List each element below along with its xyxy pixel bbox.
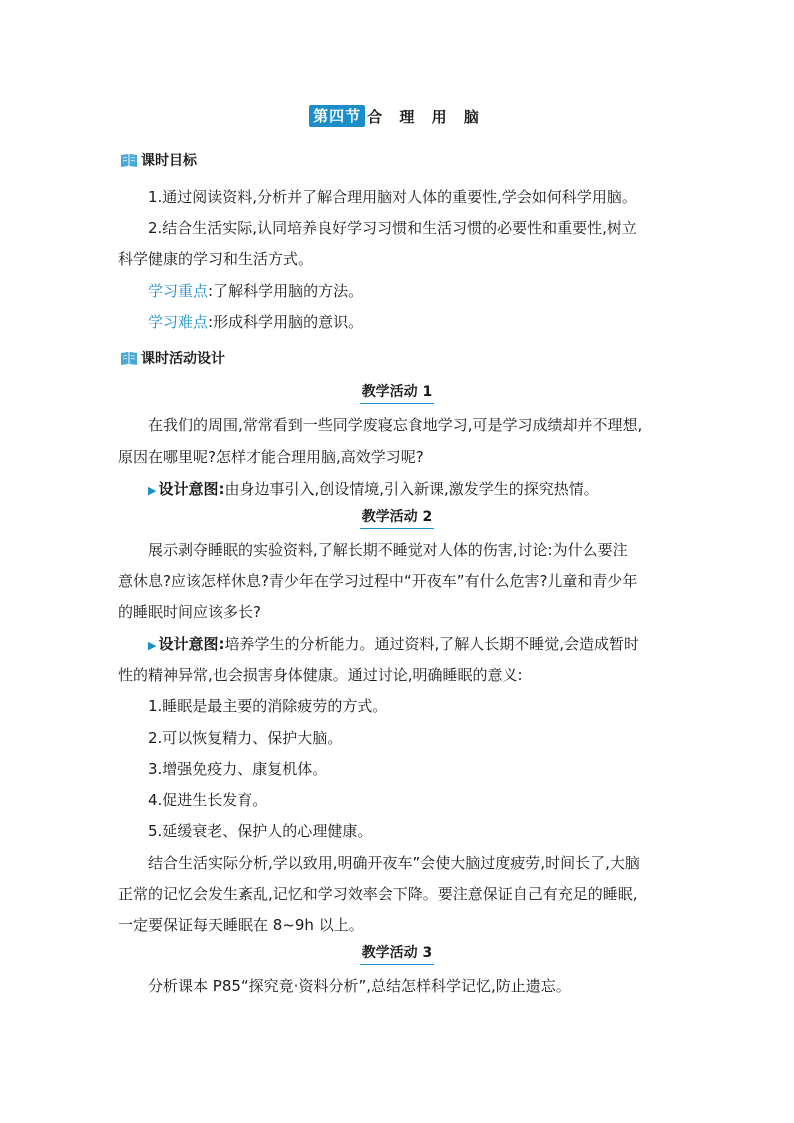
- sleep-point: 4.促进生长发育。: [148, 791, 268, 809]
- triangle-arrow-icon: ▶: [148, 484, 157, 497]
- activity-2-line: 意休息?应该怎样休息?青少年在学习过程中“开夜车”有什么危害?儿童和青少年: [118, 572, 638, 590]
- activity-2-line: 展示剥夺睡眠的实验资料,了解长期不睡觉对人体的伤害,讨论:为什么要注: [148, 541, 628, 559]
- activity-2-conclusion: 正常的记忆会发生紊乱,记忆和学习效率会下降。要注意保证自己有充足的睡眠,: [118, 885, 638, 903]
- activity-2-title: [0, 506, 794, 529]
- book-icon: [120, 350, 138, 366]
- activity-2-title-text: 教学活动 2: [360, 506, 435, 529]
- activity-1-line: 原因在哪里呢?怎样才能合理用脑,高效学习呢?: [118, 448, 424, 466]
- book-icon: [120, 152, 138, 168]
- intent-text: 由身边事引入,创设情境,引入新课,激发学生的探究热情。: [224, 480, 599, 498]
- activity-2-intent-cont: 性的精神异常,也会损害身体健康。通过讨论,明确睡眠的意义:: [118, 666, 523, 684]
- design-heading-text: 课时活动设计: [141, 351, 225, 367]
- activity-1-title: [0, 381, 794, 404]
- sleep-point: 1.睡眠是最主要的消除疲劳的方式。: [148, 697, 388, 715]
- activity-2-line: 的睡眠时间应该多长?: [118, 603, 261, 621]
- intent-label: 设计意图:: [158, 480, 225, 498]
- activity-2-conclusion: 结合生活实际分析,学以致用,明确开夜车”会使大脑过度疲劳,时间长了,大脑: [148, 854, 640, 872]
- section-title: 合 理 用 脑: [367, 107, 485, 126]
- objectives-heading-text: 课时目标: [141, 153, 197, 169]
- activity-2-intent: [148, 633, 708, 654]
- objective-item: 科学健康的学习和生活方式。: [118, 250, 314, 268]
- activity-2-conclusion: 一定要保证每天睡眠在 8~9h 以上。: [118, 916, 364, 934]
- key-point: [148, 280, 708, 301]
- design-heading: [120, 348, 225, 368]
- activity-1-line: 在我们的周围,常常看到一些同学废寝忘食地学习,可是学习成绩却并不理想,: [148, 416, 643, 434]
- triangle-arrow-icon: ▶: [148, 639, 157, 652]
- activity-1-title-text: 教学活动 1: [360, 381, 435, 404]
- activity-3-title-text: 教学活动 3: [360, 942, 435, 965]
- objective-item: 1.通过阅读资料,分析并了解合理用脑对人体的重要性,学会如何科学用脑。: [148, 188, 637, 206]
- objectives-heading: [120, 150, 197, 170]
- intent-label: 设计意图:: [158, 635, 225, 653]
- key-point-text: :了解科学用脑的方法。: [208, 282, 364, 300]
- activity-3-line: 分析课本 P85“探究竟·资料分析”,总结怎样科学记忆,防止遗忘。: [148, 977, 571, 995]
- sleep-point: 2.可以恢复精力、保护大脑。: [148, 729, 343, 747]
- difficulty-point: [148, 311, 708, 332]
- difficulty-label: 学习难点: [148, 313, 209, 331]
- chapter-title: [0, 105, 794, 127]
- key-point-label: 学习重点: [148, 282, 209, 300]
- objective-item: 2.结合生活实际,认同培养良好学习习惯和生活习惯的必要性和重要性,树立: [148, 219, 637, 237]
- difficulty-text: :形成科学用脑的意识。: [208, 313, 364, 331]
- intent-text: 培养学生的分析能力。通过资料,了解人长期不睡觉,会造成暂时: [224, 635, 640, 653]
- sleep-point: 5.延缓衰老、保护人的心理健康。: [148, 822, 373, 840]
- activity-3-title: [0, 942, 794, 965]
- activity-1-intent: [148, 478, 708, 499]
- sleep-point: 3.增强免疫力、康复机体。: [148, 760, 328, 778]
- section-badge: 第四节: [309, 105, 365, 127]
